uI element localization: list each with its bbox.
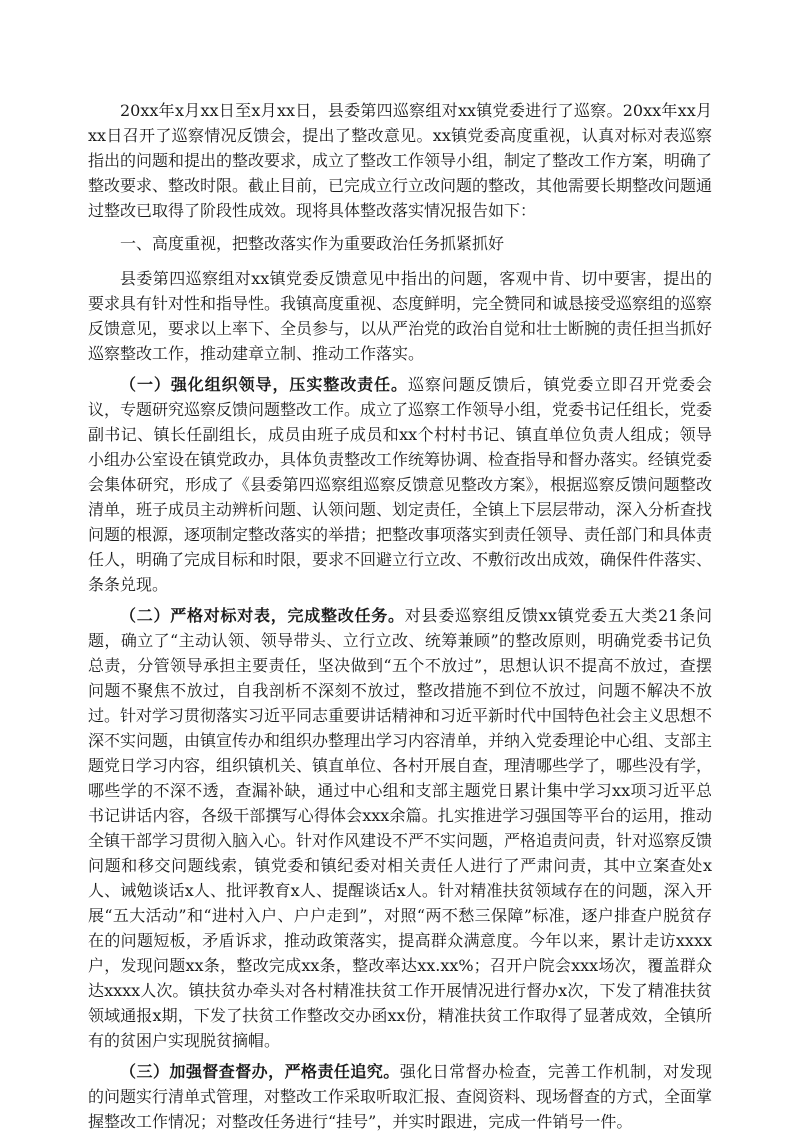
item-3-paragraph — [88, 1059, 712, 1134]
item-1-body: 巡察问题反馈后，镇党委立即召开党委会议，专题研究巡察反馈问题整改工作。成立了巡察工作领导小组，党委书记任组长，党委副书记、镇长任副组长，成员由班子成员和xx个村村书记、镇直单位负责人组成；领导小组办公室设在镇党政办，具体负责整改工作统筹协调、检查指导和督办落实。经镇党委会集体研究，形成了《县委第四巡察组巡察反馈意见整改方案》，根据巡察反馈问题整改清单，班子成员主动辨析问题、认领问题、划定责任，全镇上下层层带动，深入分析查找问题的根源，逐项制定整改落实的举措；把整改事项落实到责任领导、责任部门和具体责任人，明确了完成目标和时限，要求不回避立行立改、不敷衍改出成效，确保件件落实、条条兑现。 — [88, 375, 713, 594]
item-2-lead: （二）严格对标对表，完成整改任务。 — [120, 606, 405, 625]
item-2-paragraph — [88, 603, 712, 1053]
item-2-body: 对县委巡察组反馈xx镇党委五大类21条问题，确立了“主动认领、领导带头、立行立改、统筹兼顾”的整改原则，明确党委书记负总责，分管领导承担主要责任，坚决做到“五个不放过”，思想认识不提高不放过，查摆问题不聚焦不放过，自我剖析不深刻不放过，整改措施不到位不放过，问题不解决不放过。针对学习贯彻落实习近平同志重要讲话精神和习近平新时代中国特色社会主义思想不深不实问题，由镇宣传办和组织办整理出学习内容清单，并纳入党委理论中心组、支部主题党日学习内容，组织镇机关、镇直单位、各村开展自查，理清哪些学了，哪些没有学，哪些学的不深不透，查漏补缺，通过中心组和支部主题党日累计集中学习xx项习近平总书记讲话内容，各级干部撰写心得体会xxx余篇。扎实推进学习强国等平台的运用，推动全镇干部学习贯彻入脑入心。针对作风建设不严不实问题，严格追责问责，针对巡察反馈问题和移交问题线索，镇党委和镇纪委对相关责任人进行了严肃问责，其中立案查处x人、诫勉谈话x人、批评教育x人、提醒谈话x人。针对精准扶贫领域存在的问题，深入开展“五大活动”和“进村入户、户户走到”，对照“两不愁三保障”标准，逐户排查户脱贫存在的问题短板，矛盾诉求，推动政策落实，提高群众满意度。今年以来，累计走访xxxx户，发现问题xx条，整改完成xx条，整改率达xx.xx%；召开户院会xxx场次，覆盖群众达xxxx人次。镇扶贫办牵头对各村精准扶贫工作开展情况进行督办x次，下发了精准扶贫领域通报x期，下发了扶贫工作整改交办函xx份，精准扶贫工作取得了显著成效，全镇所有的贫困户实现脱贫摘帽。 — [88, 606, 713, 1050]
item-3-body: 强化日常督办检查，完善工作机制，对发现的问题实行清单式管理，对整改工作采取听取汇报、查阅资料、现场督查的方式，全面掌握整改工作情况；对整改任务进行“挂号”，并实时跟进，完成一件销号一件。 — [88, 1062, 713, 1131]
section-1-paragraph: 县委第四巡察组对xx镇党委反馈意见中指出的问题，客观中肯、切中要害，提出的要求具有针对性和指导性。我镇高度重视、态度鲜明，完全赞同和诚恳接受巡察组的巡察反馈意见，要求以上率下、全员参与，以从严治党的政治自觉和壮士断腕的责任担当抓好巡察整改工作，推动建章立制、推动工作落实。 — [88, 269, 713, 363]
intro-paragraph: 20xx年x月xx日至x月xx日，县委第四巡察组对xx镇党委进行了巡察。20xx年xx月xx日召开了巡察情况反馈会，提出了整改意见。xx镇党委高度重视，认真对标对表巡察指出的问题和提出的整改要求，成立了整改工作领导小组，制定了整改工作方案，明确了整改要求、整改时限。截止目前，已完成立行立改问题的整改，其他需要长期整改问题通过整改已取得了阶段性成效。现将具体整改落实情况报告如下： — [88, 101, 713, 220]
item-1-paragraph — [88, 372, 712, 597]
section-heading-1: 一、高度重视，把整改落实作为重要政治任务抓紧抓好 — [120, 234, 505, 253]
document-body — [88, 98, 712, 1140]
item-3-lead: （三）加强督查督办，严格责任追究。 — [120, 1062, 400, 1081]
item-1-lead: （一）强化组织领导，压实整改责任。 — [120, 375, 408, 394]
